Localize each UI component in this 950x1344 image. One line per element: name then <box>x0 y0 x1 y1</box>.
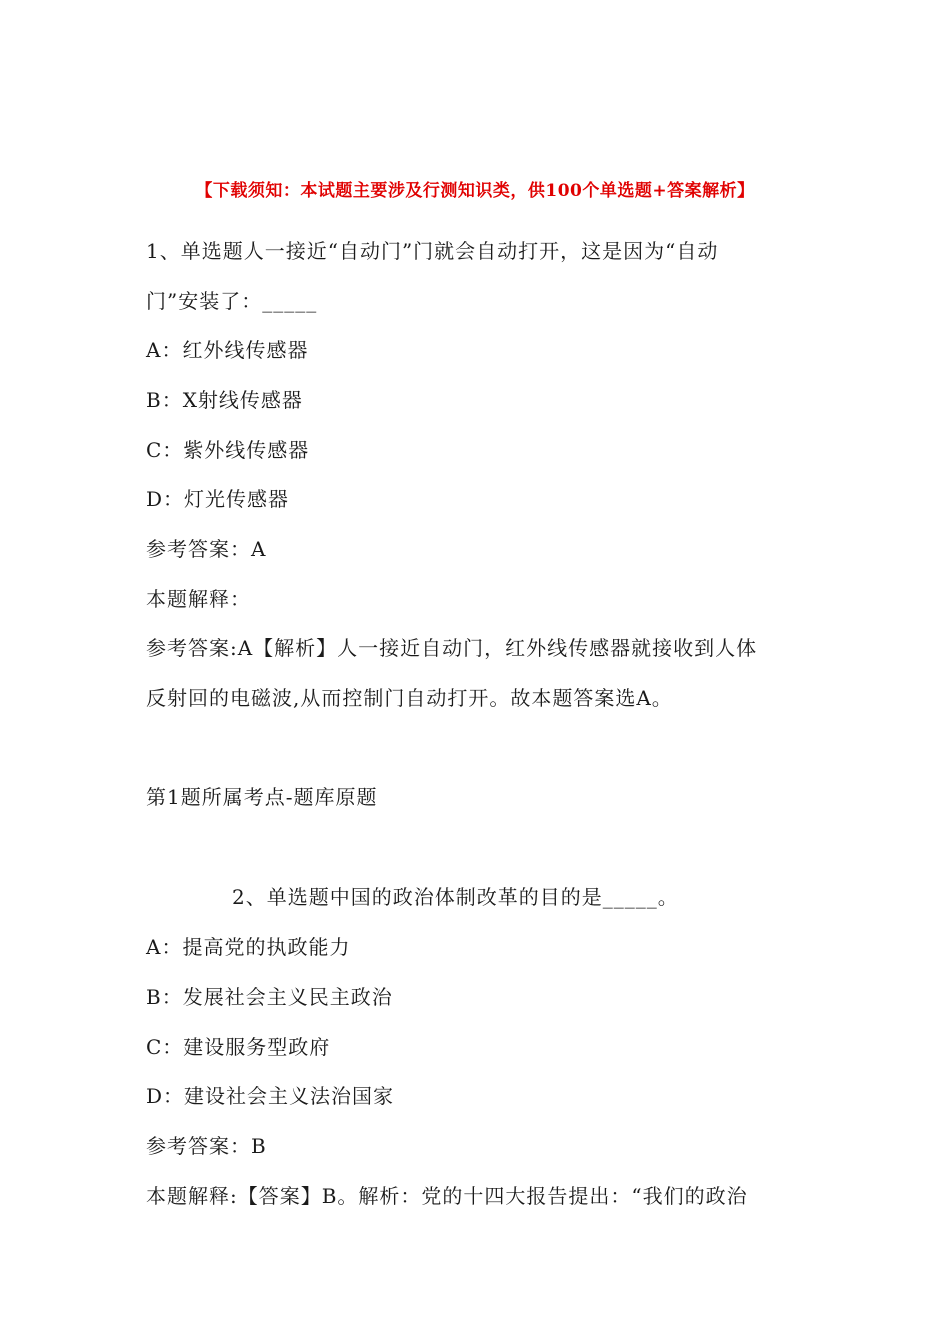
q1-option-a: A：红外线传感器 <box>146 338 309 362</box>
q1-topic: 第1题所属考点-题库原题 <box>146 785 378 809</box>
q2-option-a: A：提高党的执政能力 <box>146 935 351 959</box>
q2-answer: 参考答案：B <box>146 1134 267 1158</box>
q1-stem-line-1: 1、单选题人一接近“自动门”门就会自动打开，这是因为“自动 <box>146 239 719 263</box>
q1-explanation-line-2: 反射回的电磁波,从而控制门自动打开。故本题答案选A。 <box>146 686 673 710</box>
q1-explanation-line-1: 参考答案:A【解析】人一接近自动门，红外线传感器就接收到人体 <box>146 636 758 660</box>
q2-option-c: C：建设服务型政府 <box>146 1035 331 1059</box>
q2-explanation-line-1: 本题解释:【答案】B。解析：党的十四大报告提出：“我们的政治 <box>146 1184 748 1208</box>
q1-option-c: C：紫外线传感器 <box>146 438 310 462</box>
q1-option-d: D：灯光传感器 <box>146 487 290 511</box>
q1-answer: 参考答案：A <box>146 537 267 561</box>
download-notice: 【下载须知：本试题主要涉及行测知识类，供100个单选题+答案解析】 <box>195 181 755 201</box>
q2-option-b: B：发展社会主义民主政治 <box>146 985 393 1009</box>
q1-option-b: B：X射线传感器 <box>146 388 303 412</box>
q1-explanation-label: 本题解释： <box>146 587 251 611</box>
q2-stem: 2、单选题中国的政治体制改革的目的是_____。 <box>232 885 679 909</box>
q2-option-d: D：建设社会主义法治国家 <box>146 1084 395 1108</box>
q1-stem-line-2: 门”安装了：_____ <box>146 289 318 313</box>
